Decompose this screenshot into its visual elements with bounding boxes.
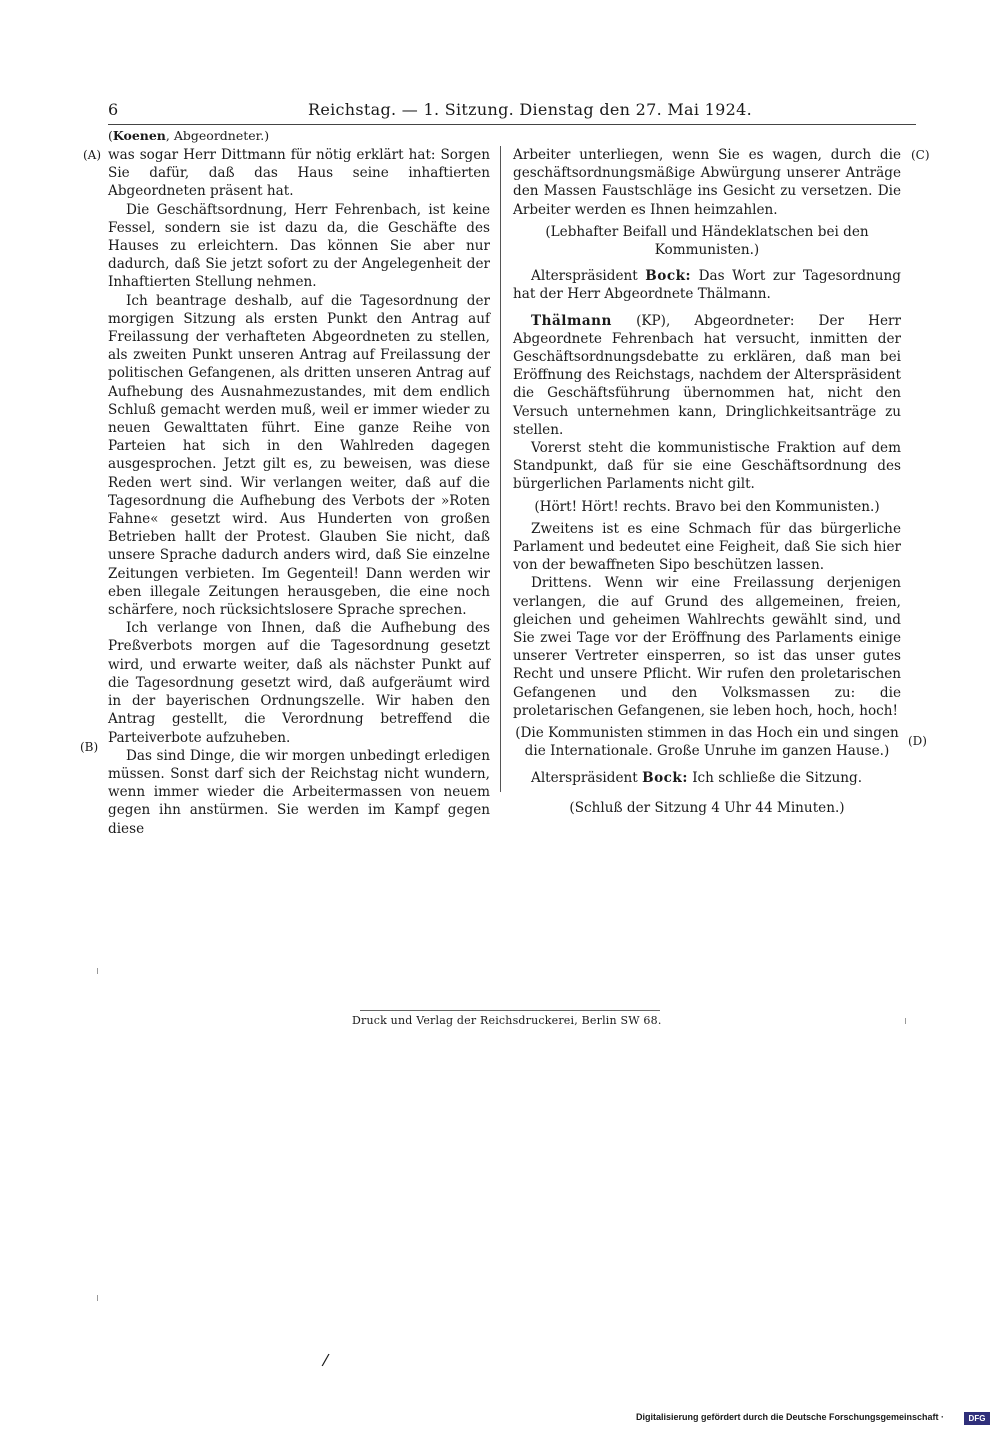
stage-direction-applause: (Lebhafter Beifall und Händeklatschen bei den Kommunisten.) (545, 223, 869, 259)
margin-marker-b: (B) (80, 740, 99, 754)
continued-speaker-role: Abgeordneter. (173, 128, 265, 143)
ink-mark: / (321, 1349, 331, 1370)
margin-marker-d: (D) (908, 734, 927, 748)
left-column (108, 146, 490, 838)
left-paragraph-2: Die Geschäftsordnung, Herr Fehrenbach, ist keine Fessel, sondern sie ist dazu da, die Geschäfte des Hauses zu erleichtern. Das können Sie aber nur dadurch, daß Sie jetzt sofort zu der Angelegenheit der Inhaftierten Stellung nehmen. (108, 201, 490, 291)
president-title-1: Alterspräsident (531, 268, 638, 285)
left-paragraph-3: Ich beantrage deshalb, auf die Tagesordnung der morgigen Sitzung als ersten Punkt den Antrag auf Freilassung der verhafteten Abgeordneten zu stellen, als zweiten Punkt unseren Antrag auf Freilassung der politischen Gefangenen, als dritten unseren Antrag auf Aufhebung des Ausnahmezustandes, mit dem endlich Schluß gemacht werden muß, weil er immer wieder zu neuen Gewalttaten führt. Eine ganze Reihe von Parteien hat sich in den Wahlreden dagegen ausgesprochen. Jetzt gilt es, zu beweisen, was diese Reden wert sind. Wir verlangen weiter, daß auf die Tagesordnung die Aufhebung des Verbots der »Roten Fahne« gesetzt wird. Aus Hunderten von großen Betrieben hallt der Protest. Glauben Sie nicht, daß unsere Sprache dadurch anders wird, daß Sie einzelne Zeitungen verbieten. Im Gegenteil! Dann werden wir eben illegale Zeitungen herausgeben, die eine noch schärfere, noch rücksichtslosere Sprache sprechen. (108, 292, 490, 619)
right-paragraph-2: Vorerst steht die kommunistische Fraktion auf dem Standpunkt, daß für sie eine Geschäftsordnung des bürgerlichen Parlaments nicht gilt. (513, 440, 901, 493)
president-remark-2 (513, 769, 901, 787)
president-name-1: Bock: (645, 268, 692, 285)
session-closing-note: (Schluß der Sitzung 4 Uhr 44 Minuten.) (569, 799, 845, 816)
printer-imprint: Druck und Verlag der Reichsdruckerei, Berlin SW 68. (352, 1014, 662, 1027)
thaelmann-speech (513, 312, 901, 439)
right-paragraph-3: Zweitens ist es eine Schmach für das bürgerliche Parlament und bedeutet eine Feigheit, daß Sie sich hier von der bewaffneten Sipo beschützen lassen. (513, 520, 901, 574)
dfg-logo-icon: DFG (964, 1412, 990, 1425)
president-text-1: Das Wort zur Tagesordnung hat der Herr Abgeordnete Thälmann. (513, 268, 902, 303)
left-paragraph-5: Das sind Dinge, die wir morgen unbedingt erledigen müssen. Sonst darf sich der Reichstag nicht wundern, wenn immer wieder die Arbeitermassen von neuem gegen ihn anstürmen. Sie werden im Kampf gegen diese (108, 747, 490, 837)
right-paragraph-1: Arbeiter unterliegen, wenn Sie es wagen, durch die geschäftsordnungsmäßige Abwürgung unserer Anträge den Massen Faustschläge ins Gesicht zu versetzen. Die Arbeiter werden es Ihnen heimzahlen. (513, 147, 901, 218)
page-header (108, 98, 908, 122)
imprint-rule (360, 1010, 660, 1011)
scan-speck (97, 1295, 98, 1301)
speaker-name-thaelmann: Thälmann (531, 312, 612, 329)
right-column (513, 146, 901, 817)
scan-speck (905, 1018, 906, 1024)
column-divider (500, 146, 501, 792)
stage-direction-internationale: (Die Kommunisten stimmen in das Hoch ein und singen die Internationale. Große Unruhe im ganzen Hause.) (515, 725, 899, 760)
header-rule (108, 124, 916, 125)
running-head: Reichstag. — 1. Sitzung. Dienstag den 27. Mai 1924. (308, 100, 752, 119)
margin-marker-c: (C) (911, 148, 930, 162)
continued-speaker-name: Koenen (112, 128, 166, 143)
page-number: 6 (108, 100, 119, 119)
right-paragraph-4: Drittens. Wenn wir eine Freilassung derjenigen verlangen, die auf Grund des allgemeinen, freien, gleichen und geheimen Wahlrechts gewählt sind, und Sie zwei Tage vor der Eröffnung des Parlaments einige unserer Vertreter einsperren, so ist das unser gutes Recht und unsere Pflicht. Wir rufen den proletarischen Gefangenen und den Volksmassen zu: die proletarischen Gefangenen, sie leben hoch, hoch, hoch! (513, 575, 901, 719)
stage-direction-interjection: (Hört! Hört! rechts. Bravo bei den Kommunisten.) (534, 498, 880, 515)
president-title-2: Alterspräsident (531, 769, 638, 786)
scan-speck (97, 968, 98, 974)
speaker-text-thaelmann: (KP), Abgeordneter: Der Herr Abgeordnete Fehrenbach hat versucht, inmitten der Geschäftsordnungsdebatte zu erklären, daß man bei Eröffnung des Reichstags, nachdem der Alterspräsident die Geschäftsführung übernommen hat, nicht den Versuch unternehmen kann, Dringlichkeitsanträge zu stellen. (513, 312, 901, 438)
digitization-credit: Digitalisierung gefördert durch die Deutsche Forschungsgemeinschaft · (636, 1412, 945, 1422)
margin-marker-a: (A) (83, 148, 102, 162)
president-text-2: Ich schließe die Sitzung. (692, 769, 863, 786)
left-paragraph-1: was sogar Herr Dittmann für nötig erklärt hat: Sorgen Sie dafür, daß das Haus seine inhaftierten Abgeordneten präsent hat. (108, 147, 490, 200)
president-remark-1 (513, 267, 901, 303)
president-name-2: Bock: (642, 769, 688, 786)
continued-speaker: (Koenen, Abgeordneter.) (108, 128, 270, 143)
left-paragraph-4: Ich verlange von Ihnen, daß die Aufhebung des Preßverbots morgen auf die Tagesordnung gesetzt wird, und erwarte weiter, daß als nächster Punkt auf die Tagesordnung gesetzt wird, daß aufgeräumt wird in der bayerischen Ordnungszelle. Wir haben den Antrag gestellt, die Verordnung betreffend die Parteiverbote aufzuheben. (108, 620, 490, 746)
